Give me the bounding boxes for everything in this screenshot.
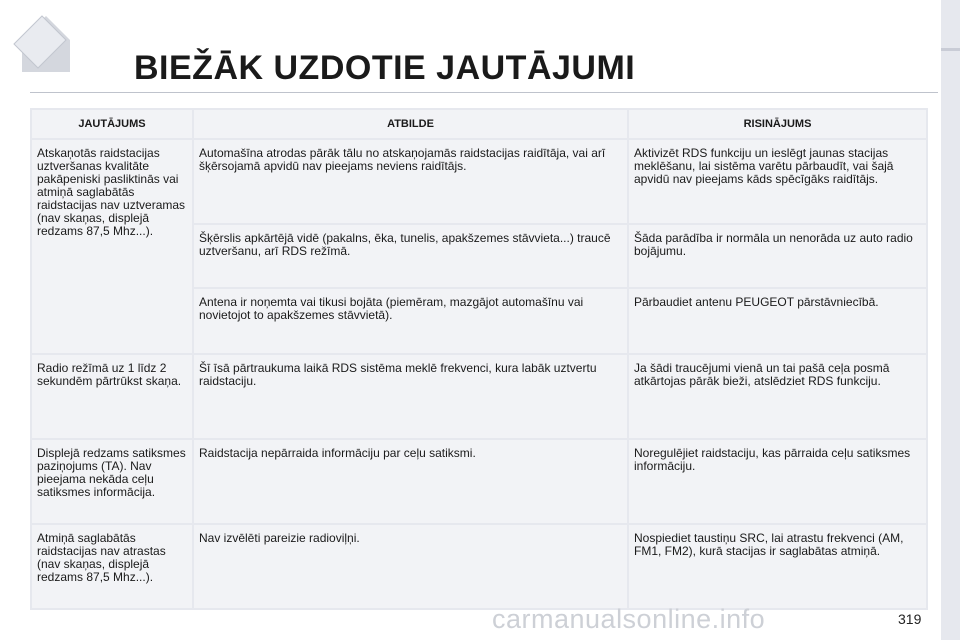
solution-cell: Aktivizēt RDS funkciju un ieslēgt jaunas stacijas meklēšanu, lai sistēma varētu pārbaudīt, vai šajā apvidū nav pieejams kāds spēcīgāks raidītājs. xyxy=(629,140,926,223)
page-title: BIEŽĀK UZDOTIE JAUTĀJUMI xyxy=(134,49,636,87)
header-question: JAUTĀJUMS xyxy=(32,110,192,138)
answer-cell: Šī īsā pārtraukuma laikā RDS sistēma meklē frekvenci, kura labāk uztvertu raidstaciju. xyxy=(194,355,627,438)
header-solution: RISINĀJUMS xyxy=(629,110,926,138)
right-margin-strip xyxy=(941,0,960,640)
solution-cell: Šāda parādība ir normāla un nenorāda uz auto radio bojājumu. xyxy=(629,225,926,287)
faq-table xyxy=(30,108,928,610)
answer-cell: Antena ir noņemta vai tikusi bojāta (piemēram, mazgājot automašīnu vai novietojot to apakšzemes stāvvietā). xyxy=(194,289,627,353)
solution-cell: Noregulējiet raidstaciju, kas pārraida ceļu satiksmes informāciju. xyxy=(629,440,926,523)
question-cell: Radio režīmā uz 1 līdz 2 sekundēm pārtrūkst skaņa. xyxy=(32,355,192,438)
solution-cell: Pārbaudiet antenu PEUGEOT pārstāvniecībā. xyxy=(629,289,926,353)
corner-tab-graphic xyxy=(8,10,70,72)
answer-cell: Automašīna atrodas pārāk tālu no atskaņojamās raidstacijas raidītāja, vai arī šķērsojamā apvidū nav pieejams neviens raidītājs. xyxy=(194,140,627,223)
solution-cell: Nospiediet taustiņu SRC, lai atrastu frekvenci (AM, FM1, FM2), kurā stacijas ir saglabātas atmiņā. xyxy=(629,525,926,608)
question-cell: Atskaņotās raidstacijas uztveršanas kvalitāte pakāpeniski pasliktinās vai atmiņā saglabātās raidstacijas nav uztveramas (nav skaņas, displejā redzams 87,5 Mhz...). xyxy=(32,140,192,353)
solution-cell: Ja šādi traucējumi vienā un tai pašā ceļa posmā atkārtojas pārāk bieži, atslēdziet RDS funkciju. xyxy=(629,355,926,438)
watermark: carmanualsonline.info xyxy=(492,604,766,634)
answer-cell: Nav izvēlēti pareizie radioviļņi. xyxy=(194,525,627,608)
page-number: 319 xyxy=(898,611,922,627)
header-answer: ATBILDE xyxy=(194,110,627,138)
answer-cell: Šķērslis apkārtējā vidē (pakalns, ēka, tunelis, apakšzemes stāvvieta...) traucē uztveršanu, arī RDS režīmā. xyxy=(194,225,627,287)
title-divider xyxy=(30,92,938,93)
answer-cell: Raidstacija nepārraida informāciju par ceļu satiksmi. xyxy=(194,440,627,523)
question-cell: Atmiņā saglabātās raidstacijas nav atrastas (nav skaņas, displejā redzams 87,5 Mhz...). xyxy=(32,525,192,608)
question-cell: Displejā redzams satiksmes paziņojums (TA). Nav pieejama nekāda ceļu satiksmes informācija. xyxy=(32,440,192,523)
